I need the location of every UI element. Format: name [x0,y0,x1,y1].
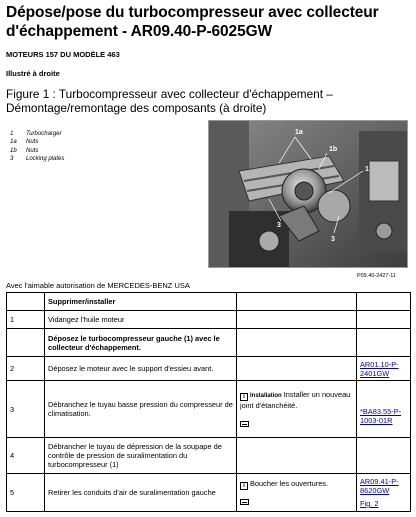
step-info [237,381,357,438]
table-row [7,381,411,438]
info-text: Boucher les ouvertures. [250,478,329,488]
tool-icon [240,499,249,505]
info-icon: i [240,393,248,401]
step-text: Retirer les conduits d'air de suralimentation gauche [45,474,237,512]
procedure-table [6,292,411,512]
table-header-row [7,293,411,311]
step-number: 3 [7,381,45,438]
reference-link[interactable]: AR01.10-P-2401GW [360,359,399,378]
figure [6,120,410,283]
engine-label: MOTEURS 157 DU MODÈLE 463 [6,50,120,59]
legend-item: 1 Turbocharger [10,131,62,137]
table-row [7,474,411,512]
step-text: Déposez le turbocompresseur gauche (1) avec le collecteur d'échappement. [45,329,237,357]
legend-item: 1b Nuts [10,147,39,154]
step-number: 4 [7,438,45,474]
info-icon: i [240,482,248,490]
callout-1: 1 [365,166,369,173]
figure-reference: P09.40-2427-11 [356,273,396,279]
step-number: 1 [7,311,45,329]
table-row [7,311,411,329]
illustrated-label: Illustré à droite [6,69,60,78]
step-number [7,329,45,357]
tool-icon [240,421,249,427]
step-number: 2 [7,357,45,381]
step-number: 5 [7,474,45,512]
reference-link[interactable]: *BA83.55-P-1003-01R [360,407,402,425]
info-text: Installer un nouveau joint d'étanchéité. [240,389,351,410]
step-text: Débrancher le tuyau de dépression de la soupape de contrôle de pression de suralimentation du turbocompresseur (1) [45,438,237,474]
callout-3-left: 3 [277,222,281,229]
legend-item: 3 Locking plates [10,155,65,162]
turbocharger-illustration [209,121,408,268]
page-title: Dépose/pose du turbocompresseur avec collecteur d'échappement - AR09.40-P-6025GW [6,4,379,40]
step-info [237,474,357,512]
callout-3-right: 3 [331,236,335,243]
reference-link[interactable]: AR09.41-P-8620GW [360,477,399,495]
step-text: Vidangez l'huile moteur [45,311,237,329]
step-text: Débranchez le tuyau basse pression du compresseur de climatisation. [45,381,237,438]
table-row [7,357,411,381]
table-header: Supprimer/installer [45,293,237,311]
figure-legend [10,130,64,163]
figure-link[interactable]: Fig. 2 [360,499,379,508]
table-row [7,438,411,474]
figure-caption: Figure 1 : Turbocompresseur avec collecteur d'échappement – Démontage/remontage des composants (à droite) [6,87,333,115]
engine-photo [208,120,408,268]
authorization-note: Avec l'aimable autorisation de MERCEDES-BENZ USA [6,281,190,290]
callout-1a: 1a [295,129,303,136]
callout-1b: 1b [329,146,338,153]
step-text: Déposez le moteur avec le support d'essieu avant. [45,357,237,381]
legend-item: 1a Nuts [10,139,39,146]
table-row [7,329,411,357]
installation-label: Installation [250,392,282,399]
